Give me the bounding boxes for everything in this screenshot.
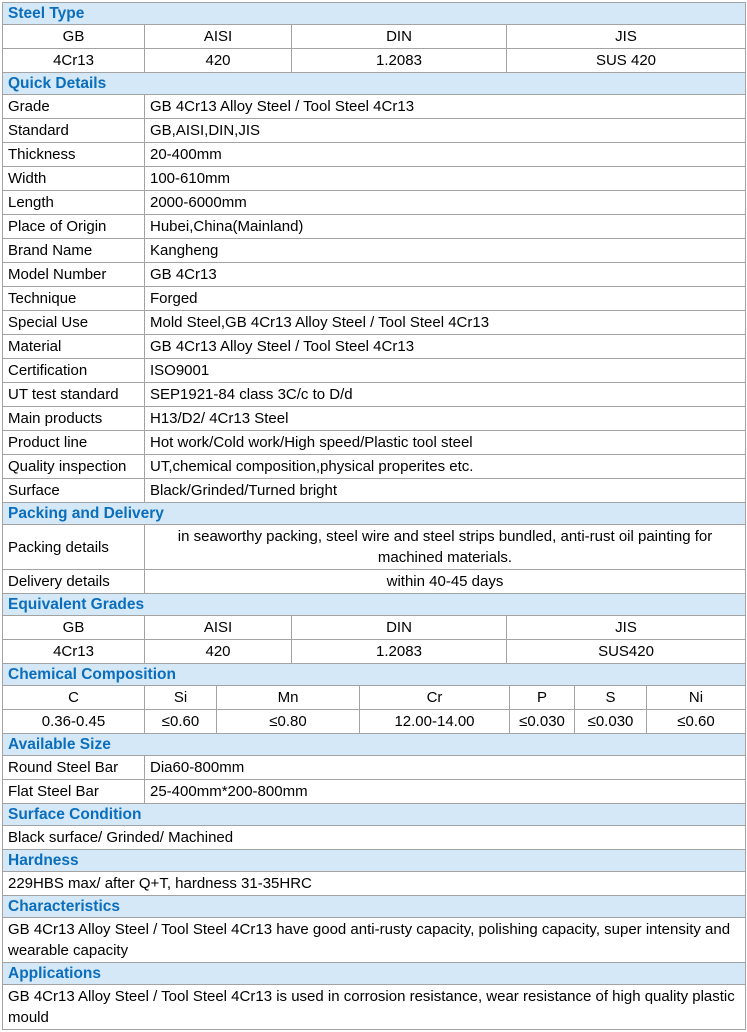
table-row	[3, 311, 746, 335]
table-row	[3, 826, 746, 850]
element-header-cr: Cr	[360, 686, 510, 710]
spec-value: Dia60-800mm	[145, 756, 746, 780]
spec-label: Surface	[3, 479, 145, 503]
element-value-mn: ≤0.80	[217, 710, 360, 734]
spec-label: Quality inspection	[3, 455, 145, 479]
table-row	[3, 431, 746, 455]
table-row	[3, 335, 746, 359]
grade-value-jis: SUS 420	[507, 49, 746, 73]
section-title-hardness: Hardness	[3, 850, 746, 872]
spec-value: UT,chemical composition,physical properites etc.	[145, 455, 746, 479]
col-header-gb: GB	[3, 616, 145, 640]
col-header-aisi: AISI	[145, 25, 292, 49]
spec-value: Kangheng	[145, 239, 746, 263]
section-title-surface-condition: Surface Condition	[3, 804, 746, 826]
section-title-packing-delivery: Packing and Delivery	[3, 503, 746, 525]
spec-label: Width	[3, 167, 145, 191]
spec-value: 100-610mm	[145, 167, 746, 191]
spec-value: ISO9001	[145, 359, 746, 383]
spec-value: H13/D2/ 4Cr13 Steel	[145, 407, 746, 431]
table-row	[3, 215, 746, 239]
section-title-steel-type: Steel Type	[3, 3, 746, 25]
spec-label: Grade	[3, 95, 145, 119]
spec-value: SEP1921-84 class 3C/c to D/d	[145, 383, 746, 407]
table-row	[3, 710, 746, 734]
element-header-s: S	[575, 686, 647, 710]
table-row	[3, 263, 746, 287]
grade-value-din: 1.2083	[292, 640, 507, 664]
spec-value: 2000-6000mm	[145, 191, 746, 215]
spec-value: GB,AISI,DIN,JIS	[145, 119, 746, 143]
element-header-ni: Ni	[647, 686, 746, 710]
table-row	[3, 119, 746, 143]
table-row	[3, 780, 746, 804]
section-title-equivalent-grades: Equivalent Grades	[3, 594, 746, 616]
spec-value: 25-400mm*200-800mm	[145, 780, 746, 804]
table-row	[3, 479, 746, 503]
spec-label: Special Use	[3, 311, 145, 335]
spec-value: Hubei,China(Mainland)	[145, 215, 746, 239]
element-value-si: ≤0.60	[145, 710, 217, 734]
table-row	[3, 985, 746, 1030]
element-header-c: C	[3, 686, 145, 710]
spec-label: Technique	[3, 287, 145, 311]
table-row	[3, 25, 746, 49]
section-title-available-size: Available Size	[3, 734, 746, 756]
spec-label: Thickness	[3, 143, 145, 167]
col-header-din: DIN	[292, 25, 507, 49]
table-row	[3, 872, 746, 896]
element-header-si: Si	[145, 686, 217, 710]
applications-text: GB 4Cr13 Alloy Steel / Tool Steel 4Cr13 is used in corrosion resistance, wear resistance of high quality plastic mould	[3, 985, 746, 1030]
element-value-c: 0.36-0.45	[3, 710, 145, 734]
spec-label: Model Number	[3, 263, 145, 287]
spec-value: within 40-45 days	[145, 570, 746, 594]
grade-value-aisi: 420	[145, 49, 292, 73]
table-row	[3, 918, 746, 963]
spec-value: Forged	[145, 287, 746, 311]
table-row	[3, 143, 746, 167]
spec-value: GB 4Cr13	[145, 263, 746, 287]
element-header-p: P	[510, 686, 575, 710]
spec-label: Length	[3, 191, 145, 215]
spec-label: Delivery details	[3, 570, 145, 594]
spec-label: Certification	[3, 359, 145, 383]
spec-value: 20-400mm	[145, 143, 746, 167]
spec-value: Black/Grinded/Turned bright	[145, 479, 746, 503]
col-header-jis: JIS	[507, 25, 746, 49]
surface-condition-text: Black surface/ Grinded/ Machined	[3, 826, 746, 850]
table-row	[3, 686, 746, 710]
spec-value: Hot work/Cold work/High speed/Plastic tool steel	[145, 431, 746, 455]
section-title-quick-details: Quick Details	[3, 73, 746, 95]
col-header-gb: GB	[3, 25, 145, 49]
element-value-cr: 12.00-14.00	[360, 710, 510, 734]
col-header-din: DIN	[292, 616, 507, 640]
element-value-ni: ≤0.60	[647, 710, 746, 734]
table-row	[3, 239, 746, 263]
spec-value: GB 4Cr13 Alloy Steel / Tool Steel 4Cr13	[145, 335, 746, 359]
table-row	[3, 191, 746, 215]
spec-label: Place of Origin	[3, 215, 145, 239]
table-row	[3, 616, 746, 640]
spec-label: Standard	[3, 119, 145, 143]
element-value-p: ≤0.030	[510, 710, 575, 734]
table-row	[3, 359, 746, 383]
table-row	[3, 570, 746, 594]
spec-label: Brand Name	[3, 239, 145, 263]
table-row	[3, 383, 746, 407]
element-header-mn: Mn	[217, 686, 360, 710]
grade-value-gb: 4Cr13	[3, 640, 145, 664]
section-title-chemical-composition: Chemical Composition	[3, 664, 746, 686]
spec-label: Product line	[3, 431, 145, 455]
spec-value: GB 4Cr13 Alloy Steel / Tool Steel 4Cr13	[145, 95, 746, 119]
spec-label: Round Steel Bar	[3, 756, 145, 780]
table-row	[3, 287, 746, 311]
hardness-text: 229HBS max/ after Q+T, hardness 31-35HRC	[3, 872, 746, 896]
table-row	[3, 167, 746, 191]
spec-label: Packing details	[3, 525, 145, 570]
table-row	[3, 640, 746, 664]
spec-value: in seaworthy packing, steel wire and steel strips bundled, anti-rust oil painting for machined materials.	[145, 525, 746, 570]
element-value-s: ≤0.030	[575, 710, 647, 734]
table-row	[3, 49, 746, 73]
grade-value-aisi: 420	[145, 640, 292, 664]
spec-label: Main products	[3, 407, 145, 431]
grade-value-gb: 4Cr13	[3, 49, 145, 73]
steel-spec-document	[2, 2, 746, 1030]
table-row	[3, 455, 746, 479]
spec-label: Material	[3, 335, 145, 359]
table-row	[3, 407, 746, 431]
col-header-aisi: AISI	[145, 616, 292, 640]
grade-value-jis: SUS420	[507, 640, 746, 664]
section-title-characteristics: Characteristics	[3, 896, 746, 918]
spec-label: UT test standard	[3, 383, 145, 407]
section-title-applications: Applications	[3, 963, 746, 985]
characteristics-text: GB 4Cr13 Alloy Steel / Tool Steel 4Cr13 have good anti-rusty capacity, polishing capacity, super intensity and wearable capacity	[3, 918, 746, 963]
table-row	[3, 756, 746, 780]
table-row	[3, 95, 746, 119]
table-row	[3, 525, 746, 570]
spec-value: Mold Steel,GB 4Cr13 Alloy Steel / Tool Steel 4Cr13	[145, 311, 746, 335]
spec-label: Flat Steel Bar	[3, 780, 145, 804]
grade-value-din: 1.2083	[292, 49, 507, 73]
col-header-jis: JIS	[507, 616, 746, 640]
